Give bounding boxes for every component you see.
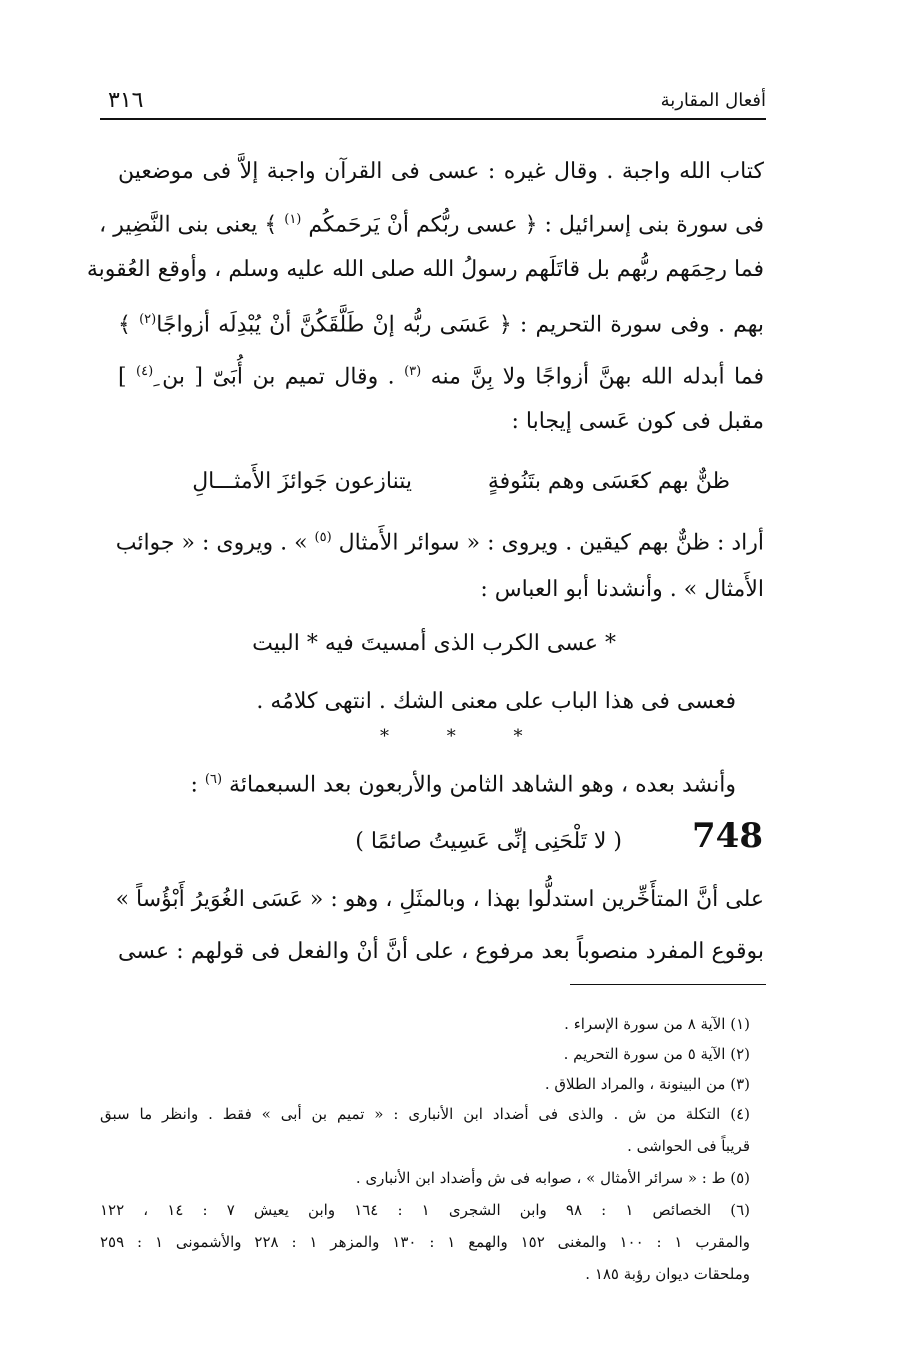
footnote-ref-5: (٥) xyxy=(314,530,332,545)
page-number: ٣١٦ xyxy=(108,88,144,113)
footnote-ref-3: (٣) xyxy=(404,364,422,379)
footnote-6-line-2: والمقرب ١ : ١٠٠ والمغنى ١٥٢ والهمع ١ : ١٣٠ والمزهر ١ : ٢٢٨ والأشمونى ١ : ٢٥٩ xyxy=(100,1233,750,1251)
text-segment: : xyxy=(190,772,205,798)
running-head xyxy=(100,88,766,120)
text-segment: فما أبدله الله بهنَّ أزواجًا ولا بِنَّ منه xyxy=(421,364,764,390)
text-line-5 xyxy=(118,350,764,394)
text-line-11: على أنَّ المتأَخِّرين استدلُّوا بهذا ، وبالمثَلِ ، وهو : « عَسَى الغُوَيرُ أَبْؤُساً » xyxy=(115,887,764,912)
text-segment: » . ويروى : « جوائب xyxy=(115,530,315,556)
footnote-divider xyxy=(570,984,766,985)
text-segment: أراد : ظنٌّ بهم كيقين . ويروى : « سوائر الأَمثال xyxy=(331,530,764,556)
text-segment: ﴾ يعنى بنى النَّضِير ، xyxy=(99,212,285,238)
footnote-4-line-2: قريباً فى الحواشى . xyxy=(627,1137,750,1155)
section-separator: * * * xyxy=(380,726,549,747)
text-segment: ﴾ xyxy=(118,312,140,338)
footnote-ref-1: (١) xyxy=(284,212,302,227)
text-segment: وأنشد بعده ، وهو الشاهد الثامن والأربعون بعد السبعمائة xyxy=(222,772,736,798)
footnote-3: (٣) من البينونة ، والمراد الطلاق . xyxy=(544,1075,750,1093)
footnote-5: (٥) ط : « سرائر الأمثال » ، صوابه فى ش وأضداد ابن الأنبارى . xyxy=(355,1169,750,1187)
text-segment: فى سورة بنى إسرائيل : ﴿ عسى ربُّكم أنْ يَرحَمكُم xyxy=(301,212,764,238)
text-segment: بهم . وفى سورة التحريم : ﴿ عَسَى ربُّه إنْ طَلَّقَكُنَّ أنْ يُبْدِلَه أزواجًا xyxy=(156,312,765,338)
text-line-4 xyxy=(118,298,764,342)
footnote-2: (٢) الآية ٥ من سورة التحريم . xyxy=(563,1045,750,1063)
footnote-ref-6: (٦) xyxy=(204,772,223,787)
text-line-10 xyxy=(90,758,736,802)
text-segment: . وقال تميم بن أُبَىّ [ بن ِ xyxy=(153,364,405,390)
text-line-1: كتاب الله واجبة . وقال غيره : عسى فى القرآن واجبة إلاَّ فى موضعين xyxy=(118,159,764,184)
text-segment: ] xyxy=(118,364,137,390)
text-line-9: فعسى فى هذا الباب على معنى الشك . انتهى كلامُه . xyxy=(256,689,736,714)
verse-2: * عسى الكرب الذى أمسيتَ فيه * البيت xyxy=(252,631,616,656)
chapter-title: أفعال المقاربة xyxy=(660,90,766,111)
text-line-12: بوقوع المفرد منصوباً بعد مرفوع ، على أنَّ أنْ والفعل فى قولهم : عسى xyxy=(118,939,764,964)
text-line-3: فما رحِمَهم ربُّهم بل قاتَلَهم رسولُ الله صلى الله عليه وسلم ، وأوقع العُقوبة xyxy=(86,257,764,282)
verse-1-first-hemistich: ظنٌّ بهم كعَسَى وهم بتَنُوفةٍ xyxy=(487,469,730,494)
witness-number: 748 xyxy=(692,816,763,856)
footnote-1: (١) الآية ٨ من سورة الإسراء . xyxy=(564,1015,750,1033)
footnote-ref-4: (٤) xyxy=(136,364,154,379)
footnote-6-line-3: وملحقات ديوان رؤبة ١٨٥ . xyxy=(585,1265,750,1283)
text-line-8: الأَمثال » . وأنشدنا أبو العباس : xyxy=(480,577,764,602)
footnote-4-line-1: (٤) التكلة من ش . والذى فى أضداد ابن الأنبارى : « تميم بن أبى » فقط . وانظر ما سبق xyxy=(100,1105,750,1123)
footnote-ref-2: (٢) xyxy=(139,312,157,327)
text-line-2 xyxy=(99,198,764,242)
footnote-6-line-1: (٦) الخصائص ١ : ٩٨ وابن الشجرى ١ : ١٦٤ وابن يعيش ٧ : ١٤ ، ١٢٢ xyxy=(100,1201,750,1219)
verse-1-second-hemistich: يتنازعون جَوائزَ الأَمثـــالِ xyxy=(192,469,412,494)
witness-verse: ( لا تَلْحَنِى إنِّى عَسِيتُ صائمًا ) xyxy=(355,829,622,854)
text-line-6: مقبل فى كون عَسى إيجابا : xyxy=(511,409,764,434)
text-line-7 xyxy=(115,516,764,560)
